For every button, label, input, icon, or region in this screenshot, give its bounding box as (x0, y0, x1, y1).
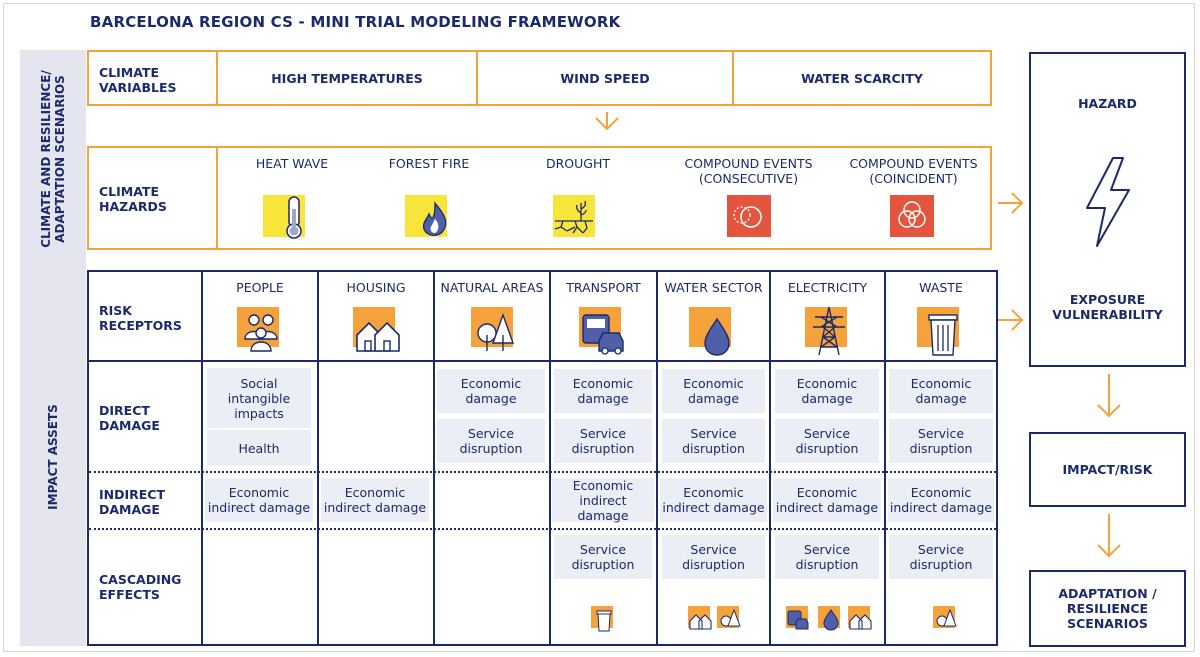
hazard-coincident-label: COMPOUND EVENTS (COINCIDENT) (849, 156, 978, 186)
cell-waste-cascading: Service disruption (889, 535, 993, 579)
water-drop-icon (687, 305, 741, 357)
cell-transport-cascading: Service disruption (554, 535, 652, 579)
thermometer-icon (263, 193, 309, 239)
impact-risk-box: IMPACT/RISK (1029, 432, 1186, 507)
cascading-effects-label: CASCADING EFFECTS (99, 572, 182, 602)
trash-bin-icon (915, 305, 969, 357)
cell-transport-service-disruption: Service disruption (554, 419, 652, 463)
cell-waste-economic-damage: Economic damage (889, 369, 993, 413)
arrow-down-icon (1094, 512, 1124, 562)
sidebar-impact-assets (20, 268, 86, 646)
vehicles-icon (785, 605, 811, 631)
arrow-down-icon (1094, 372, 1124, 422)
sidebar-scenarios (20, 50, 86, 268)
trees-icon (716, 605, 742, 631)
sidebar-impact-label: IMPACT ASSETS (46, 404, 60, 510)
receptor-electricity: ELECTRICITY (787, 280, 868, 295)
cell-housing-economic-indirect: Economic indirect damage (321, 478, 429, 522)
housing-icon (351, 305, 405, 353)
cell-waste-economic-indirect: Economic indirect damage (888, 478, 994, 522)
cell-transport-economic-damage: Economic damage (554, 369, 652, 413)
vehicles-icon (577, 305, 631, 357)
trees-icon (469, 305, 523, 353)
hazard-exposure-box (1029, 52, 1186, 367)
lightning-bolt-icon (1083, 156, 1133, 248)
adaptation-resilience-box: ADAPTATION / RESILIENCE SCENARIOS (1029, 570, 1186, 647)
cell-water-economic-indirect: Economic indirect damage (660, 478, 767, 522)
climate-hazards-label: CLIMATE HAZARDS (99, 184, 167, 214)
cell-electricity-economic-damage: Economic damage (775, 369, 879, 413)
housing-icon (847, 605, 873, 631)
cell-waste-service-disruption: Service disruption (889, 419, 993, 463)
cell-electricity-economic-indirect: Economic indirect damage (773, 478, 881, 522)
drought-icon (553, 193, 599, 239)
cell-natural-economic-damage: Economic damage (437, 369, 545, 413)
power-tower-icon (803, 305, 857, 357)
hazard-forest-fire-label: FOREST FIRE (388, 156, 470, 171)
direct-damage-label: DIRECT DAMAGE (99, 403, 160, 433)
cell-electricity-cascading: Service disruption (775, 535, 879, 579)
cell-water-cascading: Service disruption (662, 535, 765, 579)
climate-variables-box (87, 50, 992, 106)
hazard-drought-label: DROUGHT (545, 156, 611, 171)
receptor-waste: WASTE (919, 280, 963, 295)
indirect-damage-label: INDIRECT DAMAGE (99, 487, 166, 517)
sidebar-scenarios-label: CLIMATE AND RESILIENCE/ ADAPTATION SCENARIOS (39, 70, 67, 248)
hazard-label: HAZARD (1078, 96, 1137, 111)
climate-hazards-box (87, 146, 992, 250)
flame-icon (405, 193, 451, 239)
water-drop-icon (817, 605, 843, 631)
people-icon (235, 305, 289, 353)
arrow-down-icon (592, 110, 622, 132)
arrow-right-icon (996, 188, 1026, 218)
variable-high-temperatures: HIGH TEMPERATURES (271, 70, 423, 86)
hazard-heat-wave-label: HEAT WAVE (255, 156, 329, 171)
cell-water-service-disruption: Service disruption (662, 419, 765, 463)
receptor-water-sector: WATER SECTOR (664, 280, 763, 295)
cell-people-economic-indirect: Economic indirect damage (205, 478, 313, 522)
risk-receptors-label: RISK RECEPTORS (99, 303, 182, 333)
cell-people-social: Social intangible impacts (207, 368, 311, 428)
page-title: BARCELONA REGION CS - MINI TRIAL MODELING FRAMEWORK (90, 13, 621, 31)
exposure-vulnerability-label: EXPOSURE VULNERABILITY (1052, 292, 1163, 322)
coincident-circles-icon (890, 193, 936, 239)
variable-water-scarcity: WATER SCARCITY (801, 70, 923, 86)
cell-water-economic-damage: Economic damage (662, 369, 765, 413)
variable-wind-speed: WIND SPEED (560, 70, 650, 86)
trees-icon (932, 605, 958, 631)
cell-electricity-service-disruption: Service disruption (775, 419, 879, 463)
impact-assets-table (87, 270, 998, 646)
housing-icon (687, 605, 713, 631)
cell-people-health: Health (207, 430, 311, 466)
receptor-natural-areas: NATURAL AREAS (440, 280, 544, 295)
arrow-right-icon (996, 305, 1026, 335)
cell-natural-service-disruption: Service disruption (437, 419, 545, 463)
receptor-transport: TRANSPORT (566, 280, 641, 295)
climate-variables-label: CLIMATE VARIABLES (99, 65, 177, 95)
hazard-consecutive-label: COMPOUND EVENTS (CONSECUTIVE) (684, 156, 813, 186)
receptor-housing: HOUSING (346, 280, 406, 295)
consecutive-circles-icon (727, 193, 773, 239)
cell-transport-economic-indirect: Economic indirect damage (552, 478, 654, 522)
trash-bin-icon (590, 605, 618, 633)
receptor-people: PEOPLE (236, 280, 284, 295)
